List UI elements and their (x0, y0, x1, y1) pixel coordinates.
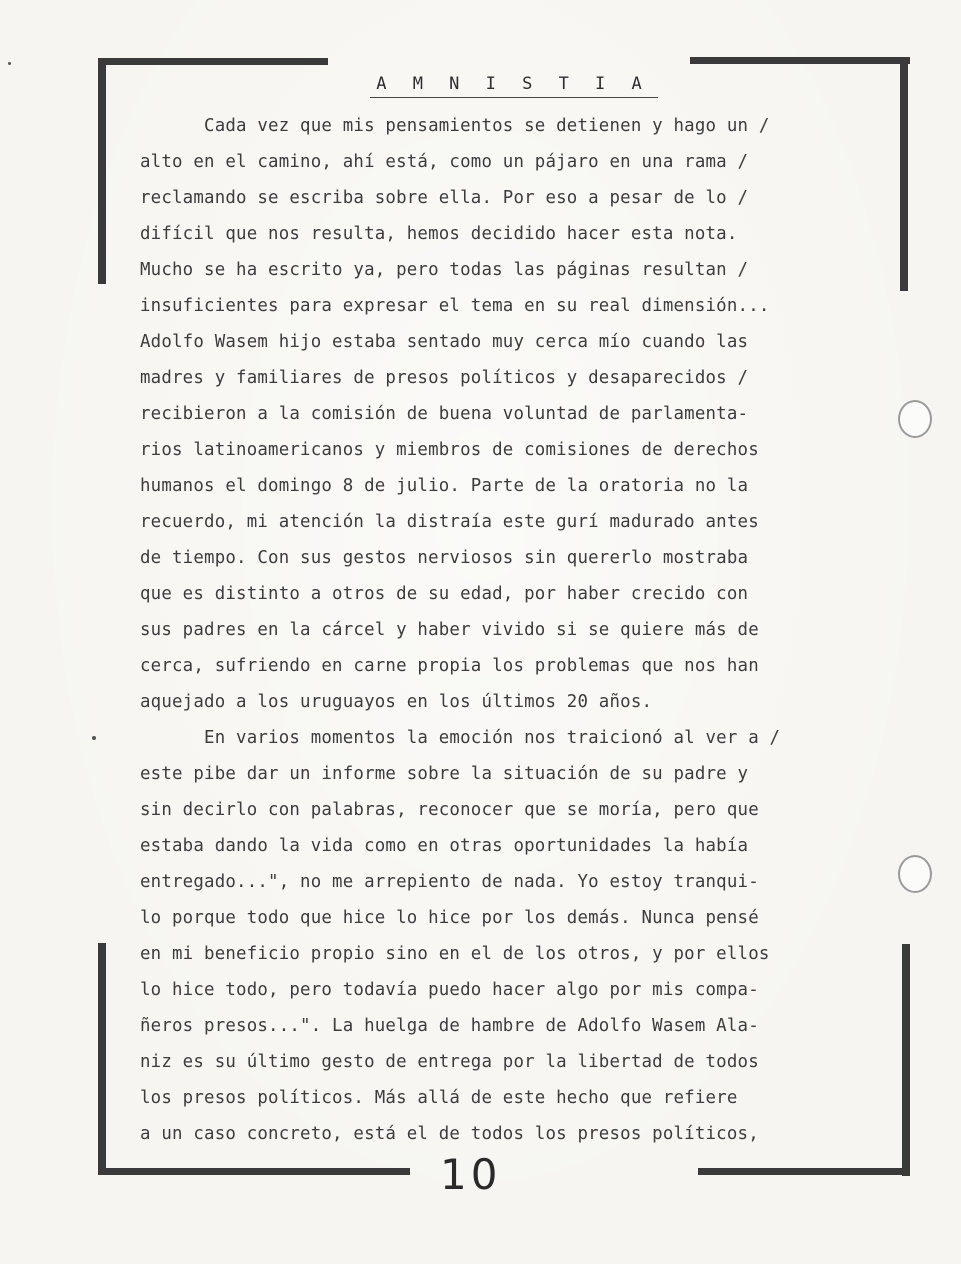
text-line: aquejado a los uruguayos en los últimos 20 años. (140, 692, 653, 712)
text-line: Adolfo Wasem hijo estaba sentado muy cerca mío cuando las (140, 332, 749, 352)
text-line: sin decirlo con palabras, reconocer que se moría, pero que (140, 800, 759, 820)
page-number: 10 (440, 1150, 502, 1199)
text-line: de tiempo. Con sus gestos nerviosos sin quererlo mostraba (140, 548, 749, 568)
text-line: lo hice todo, pero todavía puedo hacer algo por mis compa- (140, 980, 759, 1000)
text-line: estaba dando la vida como en otras oportunidades la había (140, 836, 749, 856)
frame-left-bottom (98, 943, 106, 1175)
text-line: difícil que nos resulta, hemos decidido hacer esta nota. (140, 224, 738, 244)
frame-top-left (98, 58, 328, 65)
text-line: los presos políticos. Más allá de este hecho que refiere (140, 1088, 738, 1108)
text-line: entregado...", no me arrepiento de nada. Yo estoy tranqui- (140, 872, 759, 892)
text-line: En varios momentos la emoción nos traicionó al ver a / (140, 728, 781, 748)
text-line: niz es su último gesto de entrega por la libertad de todos (140, 1052, 759, 1072)
text-line: recibieron a la comisión de buena voluntad de parlamenta- (140, 404, 749, 424)
text-line: a un caso concreto, está el de todos los presos políticos, (140, 1124, 759, 1144)
frame-top-right (690, 57, 910, 64)
document-title: A M N I S T I A (376, 74, 644, 94)
frame-bottom-left (98, 1168, 410, 1175)
text-line: Mucho se ha escrito ya, pero todas las páginas resultan / (140, 260, 749, 280)
text-line: rios latinoamericanos y miembros de comisiones de derechos (140, 440, 759, 460)
frame-right-top (900, 57, 908, 291)
punch-hole-bottom (898, 855, 932, 893)
frame-bottom-right (698, 1168, 910, 1175)
text-line: ñeros presos...". La huelga de hambre de Adolfo Wasem Ala- (140, 1016, 759, 1036)
punch-hole-top (898, 400, 932, 438)
text-line: madres y familiares de presos políticos y desaparecidos / (140, 368, 749, 388)
ink-speck (8, 62, 11, 65)
frame-right-bottom (902, 944, 910, 1176)
text-line: alto en el camino, ahí está, como un pájaro en una rama / (140, 152, 749, 172)
text-line: insuficientes para expresar el tema en su real dimensión... (140, 296, 770, 316)
text-line: cerca, sufriendo en carne propia los problemas que nos han (140, 656, 759, 676)
text-line: recuerdo, mi atención la distraía este gurí madurado antes (140, 512, 759, 532)
text-line: en mi beneficio propio sino en el de los otros, y por ellos (140, 944, 770, 964)
title-underline (370, 97, 658, 98)
frame-left-top (98, 58, 106, 284)
ink-speck (92, 736, 96, 740)
text-line: que es distinto a otros de su edad, por haber crecido con (140, 584, 749, 604)
text-line: Cada vez que mis pensamientos se detienen y hago un / (140, 116, 770, 136)
text-line: reclamando se escriba sobre ella. Por eso a pesar de lo / (140, 188, 749, 208)
text-line: lo porque todo que hice lo hice por los demás. Nunca pensé (140, 908, 759, 928)
text-line: sus padres en la cárcel y haber vivido si se quiere más de (140, 620, 759, 640)
body-text (140, 108, 900, 1152)
text-line: este pibe dar un informe sobre la situación de su padre y (140, 764, 749, 784)
text-line: humanos el domingo 8 de julio. Parte de la oratoria no la (140, 476, 749, 496)
